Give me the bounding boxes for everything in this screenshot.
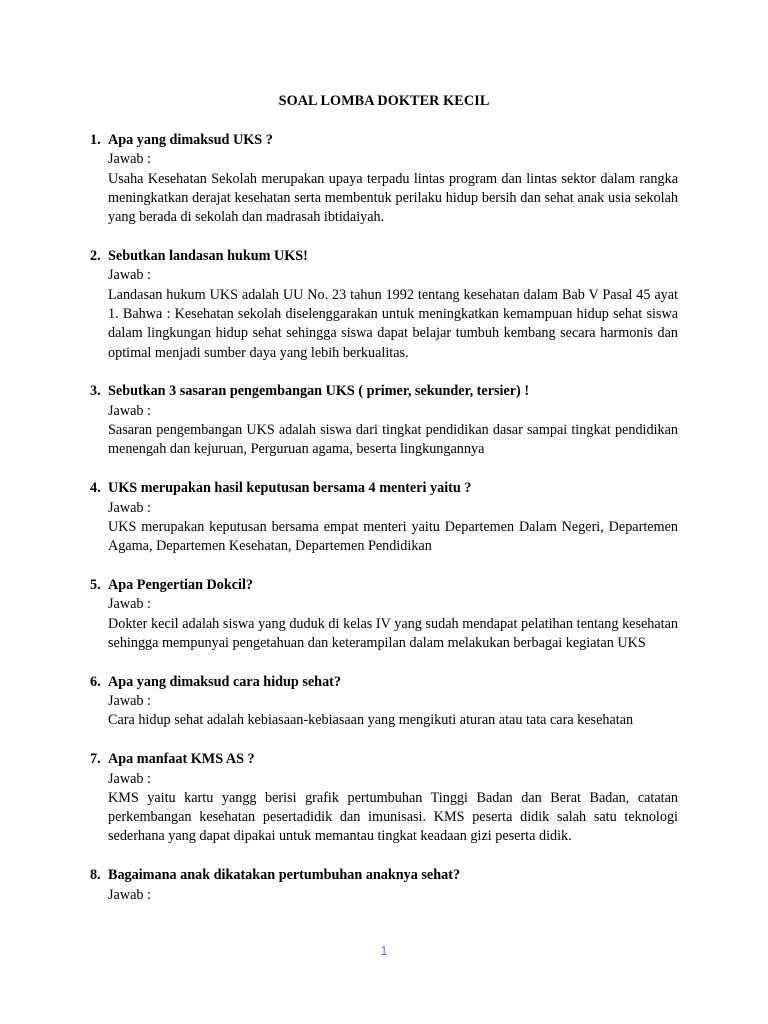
question-number: 8. bbox=[90, 867, 101, 884]
document-title: SOAL LOMBA DOKTER KECIL bbox=[278, 93, 490, 109]
answer-label: Jawab : bbox=[108, 693, 151, 710]
answer-label: Jawab : bbox=[108, 267, 151, 284]
question-text: UKS merupakan hasil keputusan bersama 4 menteri yaitu ? bbox=[108, 480, 472, 497]
question-item-1 bbox=[90, 131, 678, 227]
question-item-2 bbox=[90, 247, 678, 363]
question-text: Apa manfaat KMS AS ? bbox=[108, 751, 255, 768]
question-number: 2. bbox=[90, 248, 101, 265]
question-text: Apa yang dimaksud cara hidup sehat? bbox=[108, 673, 341, 690]
answer-text: Dokter kecil adalah siswa yang duduk di kelas IV yang sudah mendapat pelatihan tentang kesehatan sehingga mempunyai pengetahuan dan keterampilan dalam melakukan berbagai kegiatan UKS bbox=[108, 615, 678, 651]
answer-label: Jawab : bbox=[108, 770, 151, 787]
answer-label: Jawab : bbox=[108, 596, 151, 613]
question-text: Apa Pengertian Dokcil? bbox=[108, 577, 254, 594]
question-text: Apa yang dimaksud UKS ? bbox=[108, 132, 273, 148]
question-text: Bagaimana anak dikatakan pertumbuhan anaknya sehat? bbox=[108, 867, 461, 884]
question-item-7 bbox=[90, 750, 678, 846]
question-item-4 bbox=[90, 479, 678, 556]
question-number: 5. bbox=[90, 577, 101, 594]
question-item-3 bbox=[90, 382, 678, 459]
question-text: Sebutkan landasan hukum UKS! bbox=[108, 248, 308, 265]
question-number: 4. bbox=[90, 480, 101, 497]
question-number: 1. bbox=[90, 132, 101, 148]
answer-text: Cara hidup sehat adalah kebiasaan-kebiasaan yang mengikuti aturan atau tata cara kesehatan bbox=[108, 712, 634, 729]
answer-label: Jawab : bbox=[108, 151, 151, 168]
answer-text: UKS merupakan keputusan bersama empat menteri yaitu Departemen Dalam Negeri, Departemen Agama, Departemen Kesehatan, Departemen Pendidikan bbox=[108, 518, 678, 555]
question-number: 7. bbox=[90, 751, 101, 768]
answer-text: Usaha Kesehatan Sekolah merupakan upaya terpadu lintas program dan lintas sektor dalam rangka meningkatkan derajat kesehatan serta membentuk perilaku hidup bersih dan sehat anak usia sekolah yang berada di sekolah dan madrasah ibtidaiyah. bbox=[108, 170, 678, 226]
answer-label: Jawab : bbox=[108, 886, 151, 903]
page-number: 1 bbox=[380, 943, 388, 958]
question-number: 3. bbox=[90, 383, 101, 400]
answer-text: Landasan hukum UKS adalah UU No. 23 tahun 1992 tentang kesehatan dalam Bab V Pasal 45 ayat 1. Bahwa : Kesehatan sekolah diselenggarakan untuk meningkatkan kemampuan hidup sehat siswa dalam lingkungan hidup sehat sehingga siswa dapat belajar tumbuh kembang secara harmonis dan optimal menjadi sumber daya yang lebih berkualitas. bbox=[108, 286, 678, 361]
question-item-8 bbox=[90, 866, 678, 905]
answer-text: KMS yaitu kartu yangg berisi grafik pertumbuhan Tinggi Badan dan Berat Badan, catatan perkembangan kesehatan pesertadidik dan imunisasi. KMS peserta didik salah satu teknologi sederhana yang dapat dipakai untuk memantau tingkat keadaan gizi peserta didik. bbox=[108, 789, 678, 845]
question-text: Sebutkan 3 sasaran pengembangan UKS ( primer, sekunder, tersier) ! bbox=[108, 383, 530, 400]
question-list bbox=[90, 131, 678, 905]
question-item-5 bbox=[90, 576, 678, 653]
answer-label: Jawab : bbox=[108, 499, 151, 516]
answer-text: Sasaran pengembangan UKS adalah siswa dari tingkat pendidikan dasar sampai tingkat pendidikan menengah dan kejuruan, Perguruan agama, beserta lingkungannya bbox=[108, 422, 678, 458]
answer-label: Jawab : bbox=[108, 402, 151, 419]
question-number: 6. bbox=[90, 673, 101, 690]
question-item-6 bbox=[90, 673, 678, 731]
